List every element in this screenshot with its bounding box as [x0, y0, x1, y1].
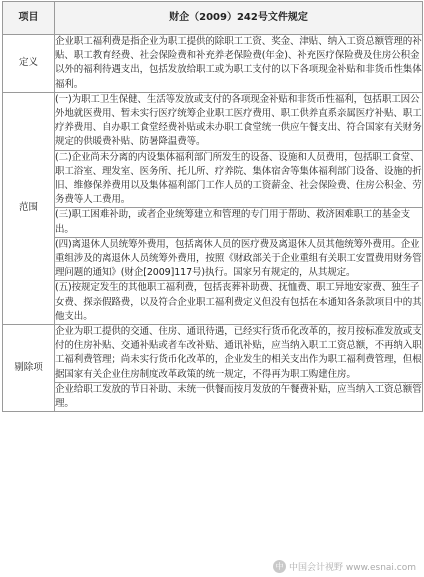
watermark-logo-icon: 中	[273, 560, 286, 573]
row-scope-3	[3, 208, 423, 237]
row-scope-2	[3, 150, 423, 208]
row-scope-1	[3, 92, 423, 150]
scope-item-2: (二)企业尚未分离的内设集体福利部门所发生的设备、设施和人员费用，包括职工食堂、职工浴室、理发室、医务所、托儿所、疗养院、集体宿舍等集体福利部门设备、设施的折旧、维修保养费用以及集体福利部门工作人员的工资薪金、社会保险费、住房公积金、劳务费等人工费用。	[55, 150, 423, 208]
label-exclusion: 剔除项	[3, 325, 55, 412]
scope-item-3: (三)职工困难补助，或者企业统筹建立和管理的专门用于帮助、救济困难职工的基金支出。	[55, 208, 423, 237]
scope-item-4: (四)离退休人员统筹外费用，包括离休人员的医疗费及离退休人员其他统筹外费用。企业重组涉及的离退休人员统筹外费用，按照《财政部关于企业重组有关职工安置费用财务管理问题的通知》(财企[2009]117号)执行。国家另有规定的，从其规定。	[55, 237, 423, 281]
watermark-text: 中国会计视野 www.esnai.com	[288, 563, 416, 573]
header-row	[3, 2, 423, 35]
scope-item-5: (五)按规定发生的其他职工福利费，包括丧葬补助费、抚恤费、职工异地安家费、独生子女费、探亲假路费，以及符合企业职工福利费定义但没有包括在本通知各条款项目中的其他支出。	[55, 281, 423, 325]
definition-text: 企业职工福利费是指企业为职工提供的除职工工资、奖金、津贴、纳入工资总额管理的补贴、职工教育经费、社会保险费和补充养老保险费(年金)、补充医疗保险费及住房公积金以外的福利待遇支出，包括发放给职工或为职工支付的以下各项现金补贴和非货币性集体福利。	[55, 35, 423, 93]
row-exclusion-1	[3, 325, 423, 383]
row-definition	[3, 35, 423, 93]
row-scope-4	[3, 237, 423, 281]
header-item: 项目	[3, 2, 55, 35]
label-definition: 定义	[3, 35, 55, 93]
row-exclusion-2	[3, 382, 423, 411]
watermark	[273, 560, 416, 573]
exclusion-item-1: 企业为职工提供的交通、住房、通讯待遇，已经实行货币化改革的，按月按标准发放或支付的住房补贴、交通补贴或者车改补贴、通讯补贴，应当纳入职工工资总额，不再纳入职工福利费管理；尚未实行货币化改革的，企业发生的相关支出作为职工福利费管理，但根据国家有关企业住房制度改革政策的统一规定，不得再为职工购建住房。	[55, 325, 423, 383]
exclusion-item-2: 企业给职工发放的节日补助、未统一供餐而按月发放的午餐费补贴，应当纳入工资总额管理。	[55, 382, 423, 411]
header-regulation: 财企（2009）242号文件规定	[55, 2, 423, 35]
policy-table	[2, 1, 423, 412]
scope-item-1: (一)为职工卫生保健、生活等发放或支付的各项现金补贴和非货币性福利，包括职工因公外地就医费用、暂未实行医疗统筹企业职工医疗费用、职工供养直系亲属医疗补贴、职工疗养费用、自办职工食堂经费补贴或未办职工食堂统一供应午餐支出、符合国家有关财务规定的供暖费补贴、防暑降温费等。	[55, 92, 423, 150]
row-scope-5	[3, 281, 423, 325]
label-scope: 范围	[3, 92, 55, 324]
